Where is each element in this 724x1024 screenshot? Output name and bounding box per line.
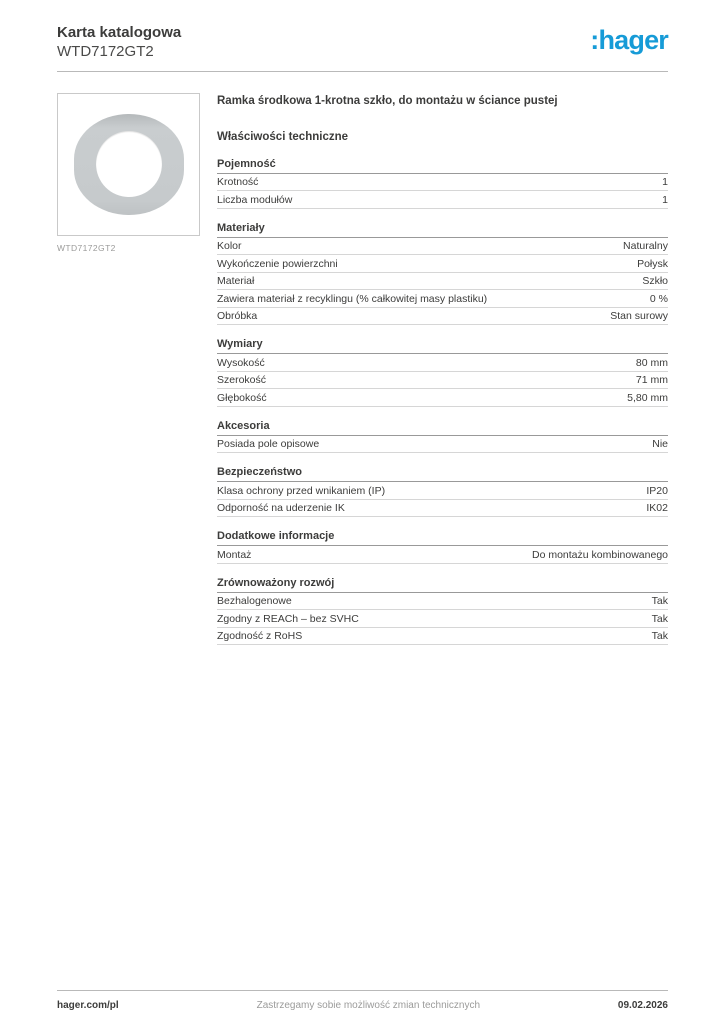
spec-label: Krotność — [217, 176, 259, 188]
product-title: Ramka środkowa 1-krotna szkło, do montażu w ściance pustej — [217, 94, 558, 107]
spec-label: Wysokość — [217, 356, 265, 369]
spec-section — [217, 530, 668, 564]
footer-website-link[interactable]: hager.com/pl — [57, 1000, 119, 1011]
spec-value: 5,80 mm — [627, 391, 668, 404]
spec-label: Klasa ochrony przed wnikaniem (IP) — [217, 484, 386, 497]
spec-value: Tak — [651, 612, 668, 625]
spec-label: Bezhalogenowe — [217, 595, 292, 607]
spec-column — [217, 93, 668, 646]
spec-value: 80 mm — [635, 356, 668, 369]
spec-row — [217, 191, 668, 209]
main-content — [57, 93, 668, 646]
spec-label: Liczba modułów — [217, 193, 293, 206]
spec-label: Głębokość — [217, 391, 267, 404]
spec-label: Wykończenie powierzchni — [217, 257, 338, 270]
spec-value: Stan surowy — [610, 310, 668, 322]
spec-row — [217, 610, 668, 628]
spec-label: Posiada pole opisowe — [217, 438, 320, 450]
spec-section — [217, 466, 668, 517]
spec-section-title: Zrównoważony rozwój — [217, 577, 668, 593]
spec-row — [217, 482, 668, 500]
spec-label: Montaż — [217, 548, 252, 561]
spec-section-title: Dodatkowe informacje — [217, 530, 668, 546]
spec-label: Szerokość — [217, 374, 267, 386]
spec-value: 1 — [662, 176, 668, 188]
spec-label: Zgodny z REACh – bez SVHC — [217, 612, 359, 625]
doc-type-title: Karta katalogowa — [57, 24, 182, 41]
footer-disclaimer: Zastrzegamy sobie możliwość zmian technicznych — [256, 1000, 481, 1011]
spec-value: Połysk — [637, 257, 668, 270]
spec-value: 0 % — [649, 292, 668, 305]
product-image-caption: WTD7172GT2 — [57, 242, 116, 253]
spec-label: Obróbka — [217, 310, 258, 322]
spec-row — [217, 628, 668, 646]
spec-section — [217, 222, 668, 326]
spec-value: Do montażu kombinowanego — [532, 548, 668, 561]
spec-section-title: Pojemność — [217, 158, 668, 174]
footer — [57, 990, 668, 1024]
spec-row — [217, 593, 668, 611]
spec-section-title: Akcesoria — [217, 420, 668, 436]
product-image — [57, 93, 200, 236]
spec-row — [217, 436, 668, 454]
spec-section-title: Wymiary — [217, 338, 668, 354]
spec-row — [217, 174, 668, 192]
spec-row — [217, 546, 668, 564]
spec-value: Tak — [651, 595, 668, 607]
spec-row — [217, 255, 668, 273]
spec-value: Nie — [652, 438, 668, 450]
product-frame-shape — [74, 114, 184, 215]
spec-label: Materiał — [217, 275, 255, 287]
spec-value: Naturalny — [623, 240, 668, 252]
header-titles — [57, 24, 181, 62]
spec-row — [217, 308, 668, 326]
spec-sections — [217, 158, 668, 646]
footer-row — [57, 991, 668, 1024]
spec-row — [217, 389, 668, 407]
spec-value: 71 mm — [635, 374, 668, 386]
spec-section — [217, 577, 668, 646]
spec-section — [217, 338, 668, 407]
spec-row — [217, 290, 668, 308]
footer-date: 09.02.2026 — [617, 1000, 668, 1011]
product-image-column — [57, 93, 200, 646]
spec-label: Zgodność z RoHS — [217, 630, 303, 642]
spec-value: IP20 — [646, 484, 668, 497]
spec-label: Zawiera materiał z recyklingu (% całkowitej masy plastiku) — [217, 292, 488, 305]
spec-row — [217, 273, 668, 291]
spec-section — [217, 420, 668, 454]
spec-value: IK02 — [646, 502, 668, 514]
spec-row — [217, 372, 668, 390]
properties-heading: Właściwości techniczne — [217, 130, 349, 143]
spec-row — [217, 238, 668, 256]
spec-row — [217, 500, 668, 518]
header-divider — [57, 71, 668, 72]
spec-section-title: Materiały — [217, 222, 668, 238]
hager-logo: :hager — [590, 25, 668, 55]
spec-value: Szkło — [642, 275, 668, 287]
product-frame-hole — [96, 131, 162, 197]
spec-label: Odporność na uderzenie IK — [217, 502, 345, 514]
spec-value: Tak — [651, 630, 668, 642]
header — [57, 24, 668, 62]
spec-row — [217, 354, 668, 372]
spec-section-title: Bezpieczeństwo — [217, 466, 668, 482]
spec-value: 1 — [662, 193, 668, 206]
product-code: WTD7172GT2 — [57, 42, 154, 60]
spec-label: Kolor — [217, 240, 242, 252]
spec-section — [217, 158, 668, 209]
